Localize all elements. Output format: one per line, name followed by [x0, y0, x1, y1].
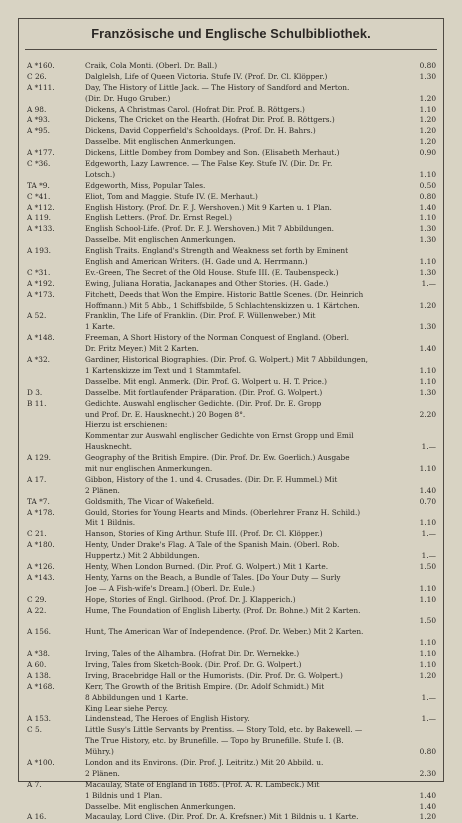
catalog-text: King Lear siehe Percy.: [85, 703, 169, 713]
catalog-price: 1.10: [419, 463, 436, 473]
catalog-text: Hume, The Foundation of English Liberty. (Prof. Dr. Bohne.) Mit 2 Karten.: [85, 605, 361, 615]
catalog-price: 1.30: [419, 387, 436, 397]
catalog-price: 2.20: [419, 409, 436, 419]
catalog-price: 1.20: [419, 126, 436, 136]
catalog-price: 1.30: [419, 224, 436, 234]
catalog-text: Dasselbe. Mit englischen Anmerkungen.: [85, 801, 236, 811]
catalog-text: Lotsch.): [85, 169, 116, 179]
catalog-text: 1 Bildnis und 1 Plan.: [85, 790, 163, 800]
catalog-line: [19, 235, 443, 246]
catalog-price: 1.20: [419, 93, 436, 103]
catalog-line: [19, 497, 443, 508]
catalog-code: C 29.: [27, 594, 47, 604]
catalog-line: [19, 431, 443, 442]
catalog-line: [19, 203, 443, 214]
catalog-line: [19, 464, 443, 475]
catalog-text: Dasselbe. Mit englischen Anmerkungen.: [85, 137, 236, 147]
catalog-line: [19, 616, 443, 627]
catalog-text: Day, The History of Little Jack. — The History of Sandford and Merton.: [85, 82, 350, 92]
catalog-line: [19, 159, 443, 170]
catalog-line: [19, 704, 443, 715]
catalog-line: [19, 268, 443, 279]
catalog-line: [19, 802, 443, 813]
catalog-text: Ev.-Green, The Secret of the Old House. Stufe III. (E. Taubenspeck.): [85, 267, 339, 277]
catalog-text: Gardiner, Historical Biographies. (Dir. Prof. G. Wolpert.) Mit 7 Abbildungen,: [85, 355, 368, 365]
catalog-line: [19, 758, 443, 769]
catalog-text: Dasselbe. Mit englischen Anmerkungen.: [85, 235, 236, 245]
catalog-price: 1.—: [421, 529, 436, 539]
catalog-price: 1.10: [419, 649, 436, 659]
catalog-text: Hanson, Stories of King Arthur. Stufe III. (Prof. Dr. Cl. Klöpper.): [85, 529, 323, 539]
catalog-line: [19, 693, 443, 704]
catalog-price: 2.30: [419, 768, 436, 778]
catalog-text: Huppertz.) Mit 2 Abbildungen.: [85, 551, 200, 561]
catalog-text: Dasselbe. Mit fortlaufender Präparation. (Dir. Prof. G. Wolpert.): [85, 387, 323, 397]
catalog-text: Eliot, Tom and Maggie. Stufe IV. (E. Merhaut.): [85, 191, 258, 201]
catalog-line: [19, 562, 443, 573]
catalog-text: Gould, Stories for Young Hearts and Minds. (Oberlehrer Franz H. Schild.): [85, 507, 361, 517]
catalog-text: English Letters. (Prof. Dr. Ernst Regel.): [85, 213, 232, 223]
catalog-code: A 7.: [27, 779, 42, 789]
catalog-line: [19, 584, 443, 595]
catalog-code: A 52.: [27, 311, 47, 321]
catalog-text: Ewing, Juliana Horatia, Jackanapes and Other Stories. (H. Gade.): [85, 278, 329, 288]
catalog-code: A *148.: [27, 333, 55, 343]
catalog-code: A 129.: [27, 453, 51, 463]
catalog-code: A 119.: [27, 213, 51, 223]
catalog-code: A *93.: [27, 115, 50, 125]
catalog-text: Lindenstead, The Heroes of English History.: [85, 714, 250, 724]
catalog-text: Dickens, Little Dombey from Dombey and Son. (Elisabeth Merhaut.): [85, 148, 340, 158]
catalog-price: 1.10: [419, 104, 436, 114]
catalog-code: A 60.: [27, 659, 47, 669]
catalog-line: [19, 780, 443, 791]
catalog-text: English Traits. England's Strength and Weakness set forth by Eminent: [85, 246, 349, 256]
catalog-line: [19, 257, 443, 268]
catalog-text: Hunt, The American War of Independence. (Prof. Dr. Weber.) Mit 2 Karten.: [85, 627, 364, 637]
catalog-code: A 138.: [27, 670, 51, 680]
catalog-text: Edgeworth, Miss, Popular Tales.: [85, 180, 206, 190]
catalog-text: Henty, Yarns on the Beach, a Bundle of Tales. [Do Your Duty — Surly: [85, 572, 341, 582]
catalog-line: [19, 420, 443, 431]
catalog-line: [19, 714, 443, 725]
catalog-text: (Dir. Dr. Hugo Gruber.): [85, 93, 171, 103]
catalog-code: A *126.: [27, 561, 55, 571]
catalog-code: A *143.: [27, 572, 55, 582]
catalog-code: TA *7.: [27, 496, 50, 506]
catalog-text: Dickens, A Christmas Carol. (Hofrat Dir. Prof. B. Röttgers.): [85, 104, 305, 114]
catalog-price: 1.20: [419, 137, 436, 147]
catalog-price: 1.10: [419, 594, 436, 604]
catalog-price: 1.30: [419, 322, 436, 332]
catalog-line: [19, 377, 443, 388]
catalog-code: C 5.: [27, 725, 42, 735]
catalog-price: 0.80: [419, 191, 436, 201]
catalog-line: [19, 399, 443, 410]
catalog-price: 1.10: [419, 638, 436, 648]
catalog-code: A *95.: [27, 126, 50, 136]
catalog-text: Dr. Fritz Meyer.) Mit 2 Karten.: [85, 344, 199, 354]
catalog-line: [19, 518, 443, 529]
catalog-line: [19, 61, 443, 72]
catalog-text: Hierzu ist erschienen:: [85, 420, 168, 430]
catalog-line: [19, 72, 443, 83]
catalog-text: mit nur englischen Anmerkungen.: [85, 463, 213, 473]
catalog-line: [19, 660, 443, 671]
catalog-code: A *32.: [27, 355, 50, 365]
catalog-price: 0.80: [419, 61, 436, 70]
catalog-text: 2 Plänen.: [85, 485, 120, 495]
catalog-text: The True History, etc. by Brunefille. — Topo by Brunefille. Stufe I. (B.: [85, 736, 344, 746]
catalog-code: A *160.: [27, 61, 55, 70]
catalog-text: English History. (Prof. Dr. F. J. Wershoven.) Mit 9 Karten u. 1 Plan.: [85, 202, 332, 212]
catalog-line: [19, 540, 443, 551]
catalog-line: [19, 83, 443, 94]
catalog-text: Henty, Under Drake's Flag. A Tale of the Spanish Main. (Oberl. Rob.: [85, 540, 340, 550]
catalog-price: 1.10: [419, 518, 436, 528]
catalog-price: 1.20: [419, 115, 436, 125]
catalog-price: 0.50: [419, 180, 436, 190]
catalog-code: A *180.: [27, 540, 55, 550]
catalog-text: Dickens, The Cricket on the Hearth. (Hofrat Dir. Prof. B. Röttgers.): [85, 115, 335, 125]
catalog-text: Franklin, The Life of Franklin. (Dir. Prof. F. Wüllenweber.) Mit: [85, 311, 316, 321]
catalog-code: A 153.: [27, 714, 51, 724]
catalog-text: London and its Environs. (Dir. Prof. J. Leitritz.) Mit 20 Abbild. u.: [85, 758, 324, 767]
catalog-price: 1.10: [419, 257, 436, 267]
catalog-line: [19, 595, 443, 606]
catalog-price: 1.50: [419, 616, 436, 626]
catalog-code: C 21.: [27, 529, 47, 539]
catalog-code: A 156.: [27, 627, 51, 637]
catalog-line: [19, 388, 443, 399]
catalog-code: A *192.: [27, 278, 55, 288]
catalog-price: 1.30: [419, 267, 436, 277]
catalog-line: [19, 475, 443, 486]
catalog-line: [19, 486, 443, 497]
catalog-text: Little Susy's Little Servants by Prentiss. — Story Told, etc. by Bakewell. —: [85, 725, 363, 735]
catalog-line: [19, 192, 443, 203]
catalog-code: A *173.: [27, 289, 55, 299]
catalog-line: [19, 638, 443, 649]
catalog-price: 1.10: [419, 365, 436, 375]
catalog-price: 1.20: [419, 812, 436, 822]
catalog-code: TA *9.: [27, 180, 50, 190]
catalog-code: A *177.: [27, 148, 55, 158]
catalog-price: 1.30: [419, 71, 436, 81]
catalog-line: [19, 246, 443, 257]
catalog-price: 1.10: [419, 583, 436, 593]
catalog-text: English School-Life. (Prof. Dr. F. J. Wershoven.) Mit 7 Abbildungen.: [85, 224, 334, 234]
catalog-line: [19, 322, 443, 333]
catalog-text: English and American Writers. (H. Gade und A. Herrmann.): [85, 257, 308, 267]
catalog-price: 1.—: [421, 714, 436, 724]
catalog-line: [19, 453, 443, 464]
catalog-line: [19, 366, 443, 377]
catalog-line: [19, 311, 443, 322]
catalog-text: Gibbon, History of the 1. und 4. Crusades. (Dir. Dr. F. Hummel.) Mit: [85, 474, 338, 484]
catalog-line: [19, 170, 443, 181]
catalog-line: [19, 279, 443, 290]
catalog-price: 1.40: [419, 790, 436, 800]
catalog-line: [19, 606, 443, 617]
catalog-line: [19, 769, 443, 780]
catalog-text: Freeman, A Short History of the Norman Conquest of England. (Oberl.: [85, 333, 349, 343]
catalog-text: Gedichte. Auswahl englischer Gedichte. (Dir. Prof. Dr. E. Gropp: [85, 398, 322, 408]
catalog-text: 1 Kartenskizze im Text und 1 Stammtafel.: [85, 365, 242, 375]
catalog-code: A 22.: [27, 605, 47, 615]
catalog-price: 1.—: [421, 278, 436, 288]
catalog-code: C *41.: [27, 191, 51, 201]
catalog-text: Hoffmann.) Mit 5 Abb., 1 Schiffsbilde, 5 Schlachtenskizzen u. 1 Kärtchen.: [85, 300, 360, 310]
catalog-text: 8 Abbildungen und 1 Karte.: [85, 692, 189, 702]
catalog-code: D 3.: [27, 387, 43, 397]
catalog-line: [19, 213, 443, 224]
catalog-line: [19, 671, 443, 682]
catalog-text: Kommentar zur Auswahl englischer Gedichte von Ernst Gropp und Emil: [85, 431, 354, 441]
catalog-line: [19, 355, 443, 366]
catalog-line: [19, 333, 443, 344]
catalog-text: Hope, Stories of Engl. Girlhood. (Prof. Dr. J. Klapperich.): [85, 594, 296, 604]
catalog-line: [19, 137, 443, 148]
catalog-code: A 193.: [27, 246, 51, 256]
catalog-price: 1.40: [419, 202, 436, 212]
catalog-price: 0.70: [419, 496, 436, 506]
catalog-text: Kerr, The Growth of the British Empire. (Dr. Adolf Schmidt.) Mit: [85, 681, 325, 691]
catalog-line: [19, 627, 443, 638]
catalog-text: Craik, Cola Monti. (Oberl. Dr. Ball.): [85, 61, 218, 70]
catalog-text: Macaulay, Lord Clive. (Dir. Prof. Dr. A. Krefsner.) Mit 1 Bildnis u. 1 Karte.: [85, 812, 359, 822]
catalog-line: [19, 442, 443, 453]
catalog-price: 1.10: [419, 376, 436, 386]
catalog-line: [19, 301, 443, 312]
catalog-text: Irving, Bracebridge Hall or the Humorists. (Dir. Prof. Dr. G. Wolpert.): [85, 670, 343, 680]
catalog-price: 0.90: [419, 148, 436, 158]
catalog-code: A *38.: [27, 649, 50, 659]
catalog-price: 1.20: [419, 670, 436, 680]
catalog-text: Dickens, David Copperfield's Schooldays. (Prof. Dr. H. Bahrs.): [85, 126, 316, 136]
catalog-text: 2 Plänen.: [85, 768, 120, 778]
catalog-page: [18, 18, 444, 822]
catalog-code: A 98.: [27, 104, 47, 114]
catalog-line: [19, 410, 443, 421]
catalog-price: 0.80: [419, 747, 436, 757]
catalog-line: [19, 747, 443, 758]
catalog-text: Geography of the British Empire. (Dir. Prof. Dr. Ew. Goerlich.) Ausgabe: [85, 453, 350, 463]
catalog-text: Edgeworth, Lazy Lawrence. — The False Key. Stufe IV. (Dir. Dr. Fr.: [85, 159, 333, 169]
catalog-price: 1.—: [421, 551, 436, 561]
catalog-price: 1.50: [419, 561, 436, 571]
catalog-code: A 16.: [27, 812, 47, 822]
catalog-code: A *168.: [27, 681, 55, 691]
catalog-line: [19, 224, 443, 235]
catalog-line: [19, 181, 443, 192]
page-title: Französische und Englische Schulbibliothek.: [91, 26, 371, 41]
catalog-code: C *31.: [27, 267, 51, 277]
catalog-code: A *100.: [27, 758, 55, 767]
catalog-code: B 11.: [27, 398, 47, 408]
catalog-line: [19, 290, 443, 301]
catalog-price: 1.40: [419, 801, 436, 811]
catalog-text: Fitchett, Deeds that Won the Empire. Historic Battle Scenes. (Dr. Heinrich: [85, 289, 364, 299]
catalog-text: Macaulay, State of England in 1685. (Prof. A. R. Lambeck.) Mit: [85, 779, 320, 789]
catalog-code: A *112.: [27, 202, 55, 212]
catalog-price: 1.40: [419, 344, 436, 354]
catalog-line: [19, 115, 443, 126]
catalog-line: [19, 551, 443, 562]
catalog-price: 1.—: [421, 442, 436, 452]
catalog-line: [19, 126, 443, 137]
catalog-text: Mühry.): [85, 747, 114, 757]
catalog-text: Irving, Tales from Sketch-Book. (Dir. Prof. Dr. G. Wolpert.): [85, 659, 302, 669]
catalog-code: A *133.: [27, 224, 55, 234]
catalog-line: [19, 105, 443, 116]
catalog-text: Goldsmith, The Vicar of Wakefield.: [85, 496, 215, 506]
catalog-code: C *36.: [27, 159, 51, 169]
catalog-line: [19, 508, 443, 519]
catalog-text: Dalglelsh, Life of Queen Victoria. Stufe IV. (Prof. Dr. Cl. Klöpper.): [85, 71, 328, 81]
catalog-line: [19, 812, 443, 823]
catalog-text: Joe — A Fish-wife's Dream.] (Oberl. Dr. Eule.): [85, 583, 255, 593]
catalog-text: Dasselbe. Mit engl. Anmerk. (Dir. Prof. G. Wolpert u. H. T. Price.): [85, 376, 327, 386]
catalog-price: 1.10: [419, 213, 436, 223]
catalog-text: und Prof. Dr. E. Hausknecht.) 20 Bogen 8°.: [85, 409, 246, 419]
catalog-text: 1 Karte.: [85, 322, 116, 332]
catalog-price: 1.30: [419, 235, 436, 245]
catalog-price: 1.10: [419, 659, 436, 669]
catalog-line: [19, 736, 443, 747]
catalog-line: [19, 94, 443, 105]
catalog-price: 1.10: [419, 169, 436, 179]
catalog-line: [19, 344, 443, 355]
catalog-line: [19, 529, 443, 540]
catalog-code: C 26.: [27, 71, 47, 81]
catalog-text: Mit 1 Bildnis.: [85, 518, 136, 528]
catalog-code: A *111.: [27, 82, 55, 92]
catalog-price: 1.—: [421, 692, 436, 702]
catalog-line: [19, 148, 443, 159]
catalog-text: Henty, When London Burned. (Dir. Prof. G. Wolpert.) Mit 1 Karte.: [85, 561, 329, 571]
catalog-line: [19, 682, 443, 693]
catalog-text: Irving, Tales of the Alhambra. (Hofrat Dir. Dr. Wernekke.): [85, 649, 300, 659]
catalog-text: Hausknecht.: [85, 442, 132, 452]
catalog-line: [19, 573, 443, 584]
catalog-line: [19, 725, 443, 736]
catalog-price: 1.40: [419, 485, 436, 495]
catalog-code: A 17.: [27, 474, 47, 484]
catalog-line: [19, 649, 443, 660]
catalog-price: 1.20: [419, 300, 436, 310]
catalog-list: [19, 50, 443, 823]
catalog-code: A *178.: [27, 507, 55, 517]
